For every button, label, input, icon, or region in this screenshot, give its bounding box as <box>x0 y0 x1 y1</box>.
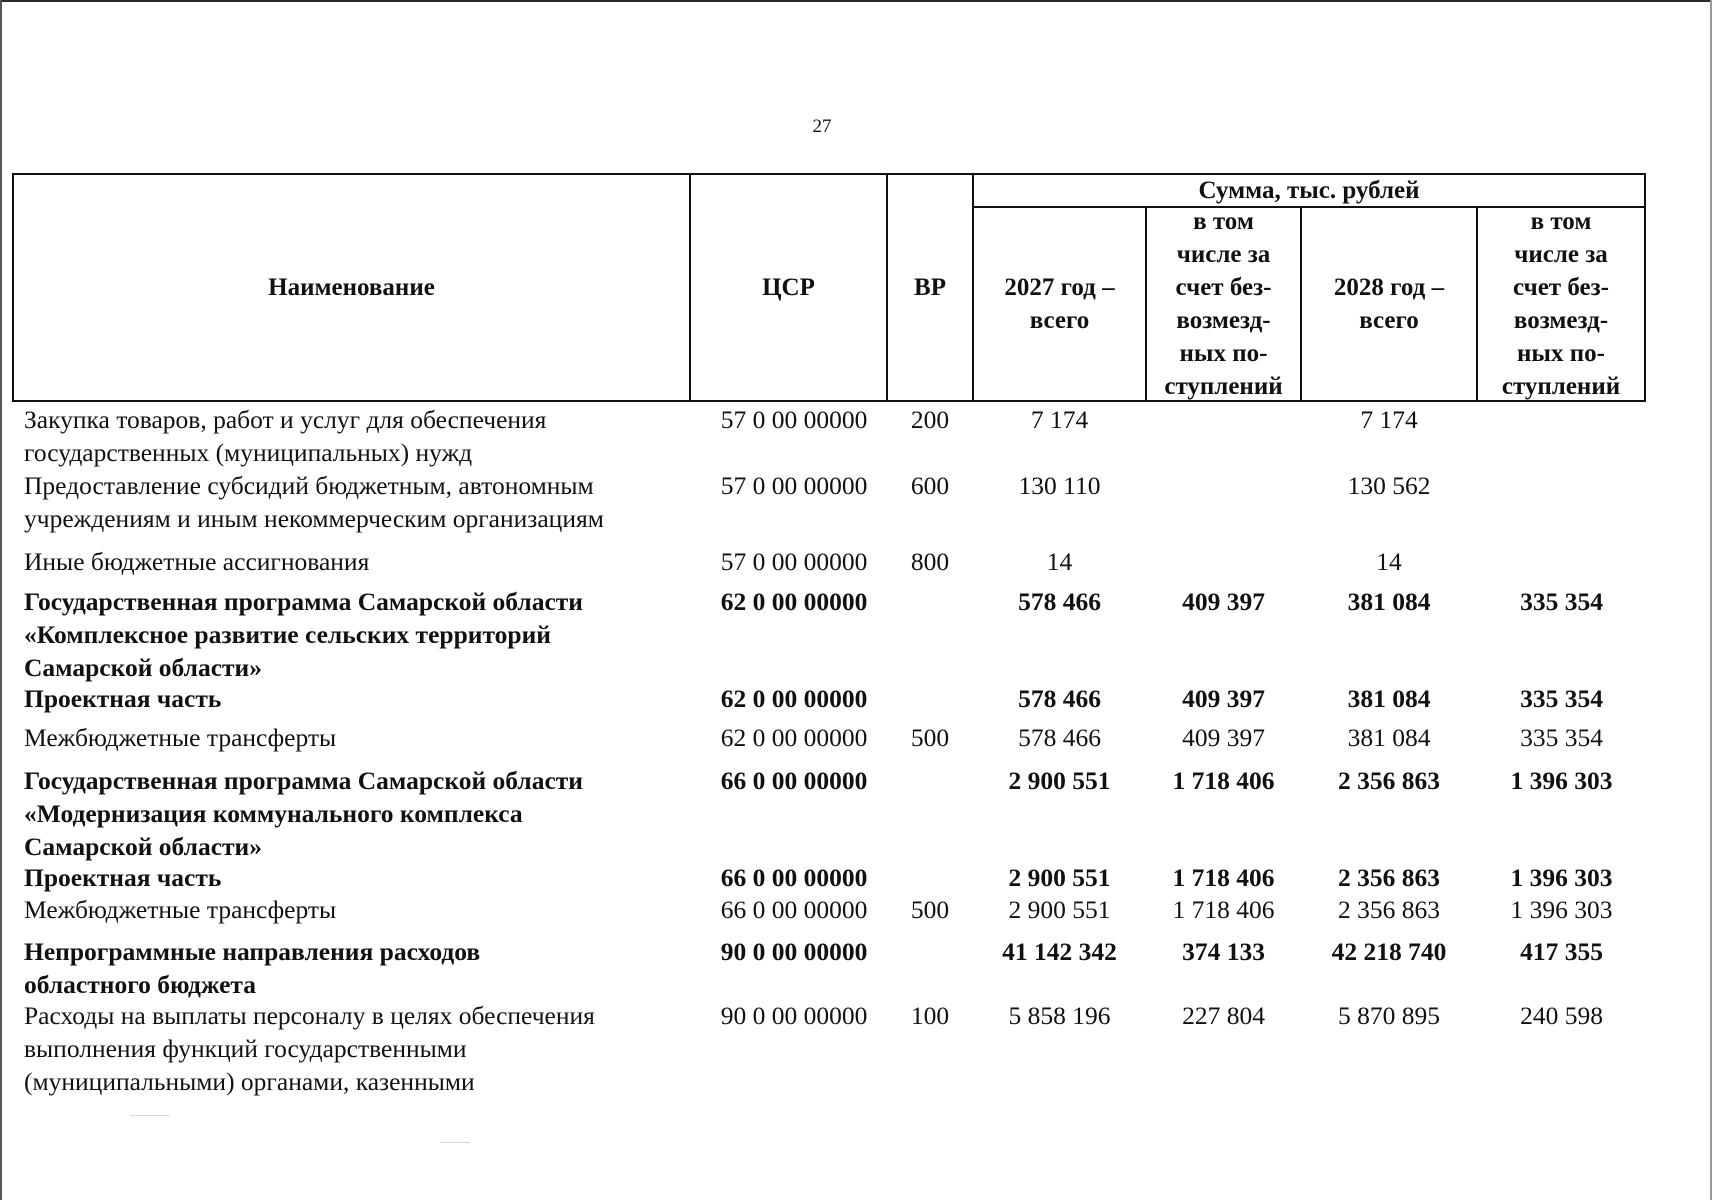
row-2027-total: 41 142 342 <box>1002 937 1117 966</box>
header-2028-free: в том числе за счет без- возмезд- ных по- ступлений <box>1501 208 1621 400</box>
row-2028-total: 42 218 740 <box>1331 937 1447 966</box>
row-name: Государственная программа Самарской области «Комплексное развитие сельских территорий Самарской области» <box>24 587 583 682</box>
header-2027-total: 2027 год – всего <box>1004 274 1115 334</box>
row-csr: 66 0 00 00000 <box>720 863 868 892</box>
row-2027-total: 7 174 <box>1030 405 1089 434</box>
header-csr: ЦСР <box>762 274 815 301</box>
row-name: Проектная часть <box>24 863 222 892</box>
row-vr: 200 <box>910 405 950 434</box>
header-sum-title: Сумма, тыс. рублей <box>1198 176 1420 204</box>
row-2028-free: 417 355 <box>1520 937 1603 966</box>
row-csr: 57 0 00 00000 <box>720 405 868 434</box>
row-name: Предоставление субсидий бюджетным, автономным учреждениям и иным некоммерческим организациям <box>24 471 604 533</box>
row-name: Непрограммные направления расходов областного бюджета <box>24 937 481 999</box>
row-2027-free: 1 718 406 <box>1172 766 1275 795</box>
row-name: Закупка товаров, работ и услуг для обеспечения государственных (муниципальных) нужд <box>24 405 547 467</box>
row-csr: 90 0 00 00000 <box>720 1001 868 1030</box>
scan-smudge <box>130 1115 170 1116</box>
row-2027-free: 409 397 <box>1182 684 1265 713</box>
row-2028-free: 335 354 <box>1520 684 1603 713</box>
row-csr: 57 0 00 00000 <box>720 471 868 500</box>
row-2028-total: 381 084 <box>1347 684 1431 713</box>
row-csr: 62 0 00 00000 <box>720 684 868 713</box>
row-2027-total: 578 466 <box>1018 684 1101 713</box>
row-2028-total: 2 356 863 <box>1338 895 1440 924</box>
row-2028-free: 335 354 <box>1520 587 1603 616</box>
row-csr: 62 0 00 00000 <box>720 723 868 752</box>
row-2027-free: 374 133 <box>1182 937 1265 966</box>
row-2027-free: 409 397 <box>1182 587 1265 616</box>
scan-smudge <box>440 1142 470 1143</box>
row-csr: 90 0 00 00000 <box>720 937 868 966</box>
row-2027-total: 130 110 <box>1018 471 1101 500</box>
row-2028-free: 1 396 303 <box>1510 863 1613 892</box>
scan-border-left <box>0 0 2 1200</box>
row-2028-free: 1 396 303 <box>1510 895 1613 924</box>
row-2027-free: 1 718 406 <box>1172 863 1275 892</box>
scan-border-top <box>0 0 1712 2</box>
row-2028-total: 5 870 895 <box>1338 1001 1440 1030</box>
row-name: Иные бюджетные ассигнования <box>24 547 370 576</box>
row-2028-total: 381 084 <box>1347 723 1431 752</box>
row-2027-total: 2 900 551 <box>1008 895 1111 924</box>
header-vr: ВР <box>914 274 946 301</box>
row-vr: 100 <box>910 1001 950 1030</box>
header-2027-free: в том числе за счет без- возмезд- ных по- ступлений <box>1164 208 1283 400</box>
row-csr: 66 0 00 00000 <box>720 766 868 795</box>
row-2027-total: 2 900 551 <box>1008 766 1111 795</box>
row-vr: 500 <box>910 895 950 924</box>
header-2028-total: 2028 год – всего <box>1333 274 1445 334</box>
row-name: Проектная часть <box>24 684 222 713</box>
row-2027-total: 2 900 551 <box>1008 863 1111 892</box>
row-2028-total: 7 174 <box>1360 405 1418 434</box>
row-2028-total: 381 084 <box>1347 587 1431 616</box>
row-2027-total: 5 858 196 <box>1008 1001 1111 1030</box>
row-2028-free: 1 396 303 <box>1510 766 1613 795</box>
row-name: Государственная программа Самарской области «Модернизация коммунального комплекса Самарской области» <box>24 766 583 861</box>
row-2027-free: 227 804 <box>1182 1001 1265 1030</box>
row-vr: 600 <box>910 471 950 500</box>
row-2028-total: 2 356 863 <box>1338 766 1440 795</box>
row-2028-free: 335 354 <box>1520 723 1603 752</box>
row-name: Межбюджетные трансферты <box>24 895 337 924</box>
header-name: Наименование <box>268 274 435 301</box>
row-vr: 800 <box>910 547 950 576</box>
page-number: 27 <box>812 116 832 137</box>
row-2028-total: 2 356 863 <box>1338 863 1440 892</box>
row-name: Расходы на выплаты персоналу в целях обеспечения выполнения функций государственными (муниципальными) органами, казенными <box>24 1001 595 1096</box>
row-vr: 500 <box>910 723 950 752</box>
row-2028-free: 240 598 <box>1520 1001 1603 1030</box>
row-csr: 66 0 00 00000 <box>720 895 868 924</box>
row-csr: 62 0 00 00000 <box>720 587 868 616</box>
row-csr: 57 0 00 00000 <box>720 547 868 576</box>
row-2027-total: 14 <box>1046 547 1073 576</box>
row-2028-total: 14 <box>1376 547 1402 576</box>
row-2027-total: 578 466 <box>1018 723 1101 752</box>
row-2027-total: 578 466 <box>1018 587 1101 616</box>
row-2027-free: 409 397 <box>1182 723 1265 752</box>
row-2027-free: 1 718 406 <box>1172 895 1275 924</box>
row-2028-total: 130 562 <box>1347 471 1431 500</box>
row-name: Межбюджетные трансферты <box>24 723 337 752</box>
